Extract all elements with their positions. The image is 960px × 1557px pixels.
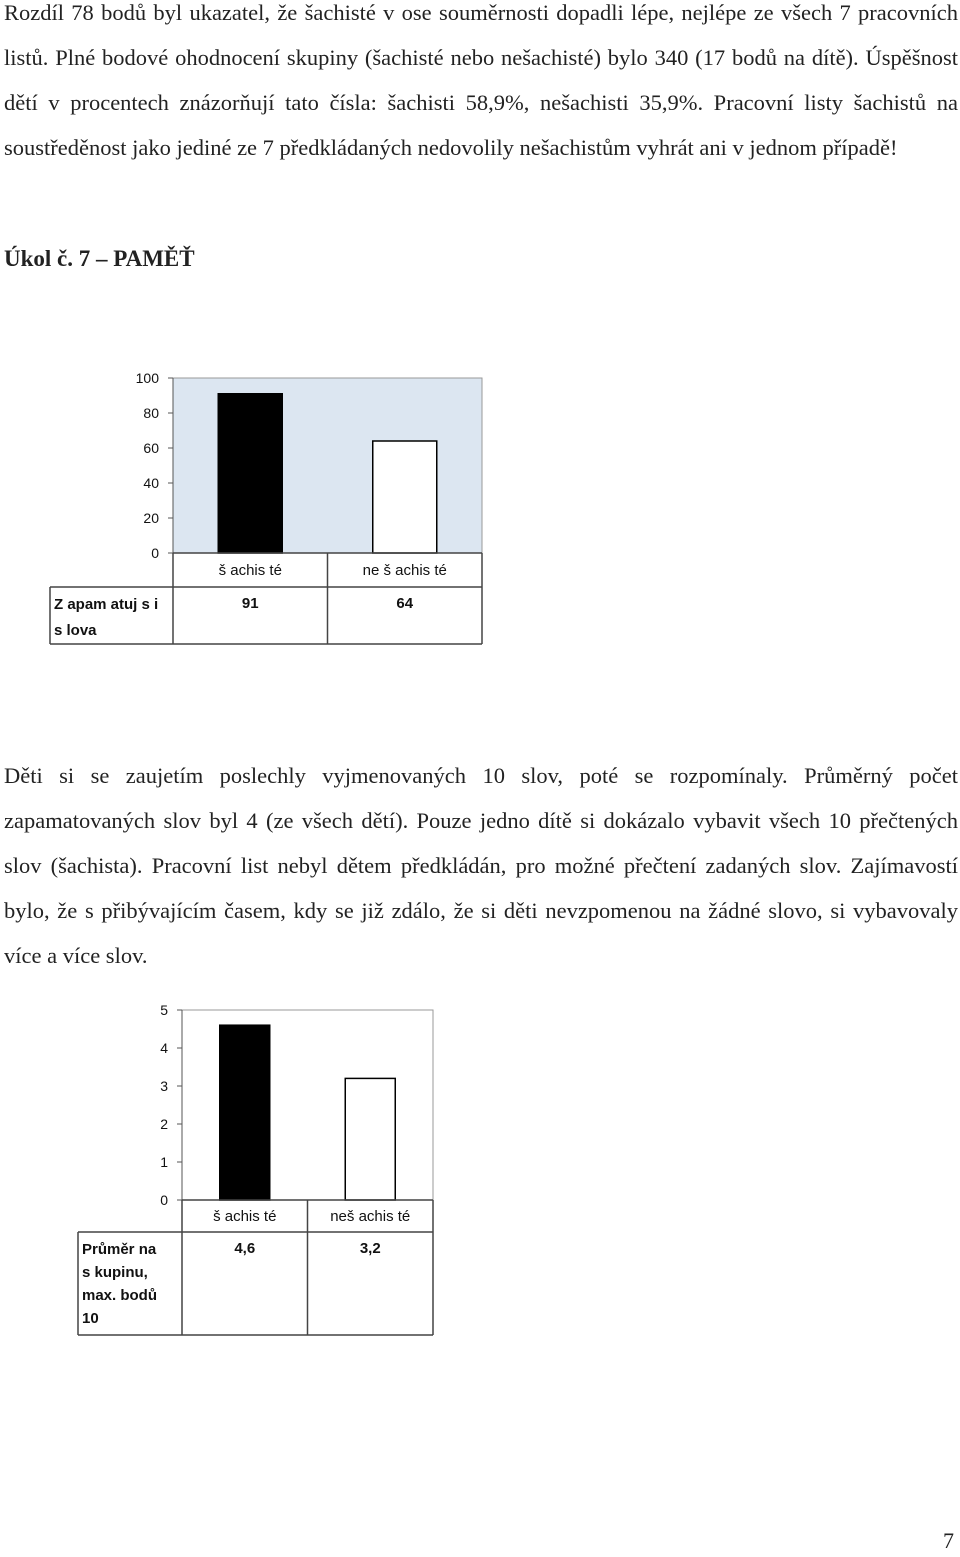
category-label: š achis té [218,562,282,579]
y-tick-label: 0 [160,1192,168,1208]
bar-1 [218,394,282,553]
y-tick-label: 0 [151,545,159,561]
y-tick-label: 100 [135,370,159,386]
y-tick-label: 20 [143,510,159,526]
bar-2 [373,441,437,553]
y-tick-label: 80 [143,405,159,421]
category-label: ne š achis té [362,562,447,579]
paragraph-task7-description: Děti si se zaujetím poslechly vyjmenovaných 10 slov, poté se rozpomínaly. Průměrný počet zapamatovaných slov byl 4 (ze všech dětí). Pouze jedno dítě si dokázalo vybavit všech 10 přečtených slov (šachista). Pracovní list nebyl dětem předkládán, pro možné přečtení zadaných slov. Zajímavostí bylo, že s přibývajícím časem, kdy se již zdálo, že si děti nevzpomenou na žádné slovo, si vybavovaly více a více slov. [4,763,958,968]
paragraph-results-summary: Rozdíl 78 bodů byl ukazatel, že šachisté v ose souměrnosti dopadli lépe, nejlépe ze všech 7 pracovních listů. Plné bodové ohodnocení skupiny (šachisté nebo nešachisté) bylo 340 (17 bodů na dítě). Úspěšnost dětí v procentech znázorňují tato čísla: šachisti 58,9%, nešachisti 35,9%. Pracovní listy šachistů na soustředěnost jako jediné ze 7 předkládaných nedovolily nešachistům vyhrát ani v jednom případě! [4,0,958,160]
y-tick-label: 4 [160,1040,168,1056]
y-tick-label: 5 [160,1002,168,1018]
row-label: s kupinu, [82,1264,148,1281]
category-label: š achis té [213,1208,277,1225]
y-tick-label: 1 [160,1154,168,1170]
row-label: Z apam atuj s i [54,596,159,613]
bar-2 [345,1078,395,1200]
section-heading-task7: Úkol č. 7 – PAMĚŤ [4,246,195,271]
category-label: neš achis té [330,1208,411,1225]
y-tick-label: 3 [160,1078,168,1094]
data-label: 3,2 [359,1240,381,1257]
y-tick-label: 40 [143,475,159,491]
row-label: Průměr na [82,1241,157,1258]
data-label: 91 [241,595,259,612]
chart-memory-average [0,995,460,1345]
y-tick-label: 60 [143,440,159,456]
data-label: 4,6 [234,1240,256,1257]
row-label: s lova [54,622,97,639]
data-label: 64 [396,595,414,612]
row-label: 10 [82,1310,99,1327]
y-tick-label: 2 [160,1116,168,1132]
chart-memory-percent [0,360,500,660]
page-number: 7 [943,1528,954,1553]
row-label: max. bodů [82,1287,158,1304]
bar-1 [220,1025,270,1200]
